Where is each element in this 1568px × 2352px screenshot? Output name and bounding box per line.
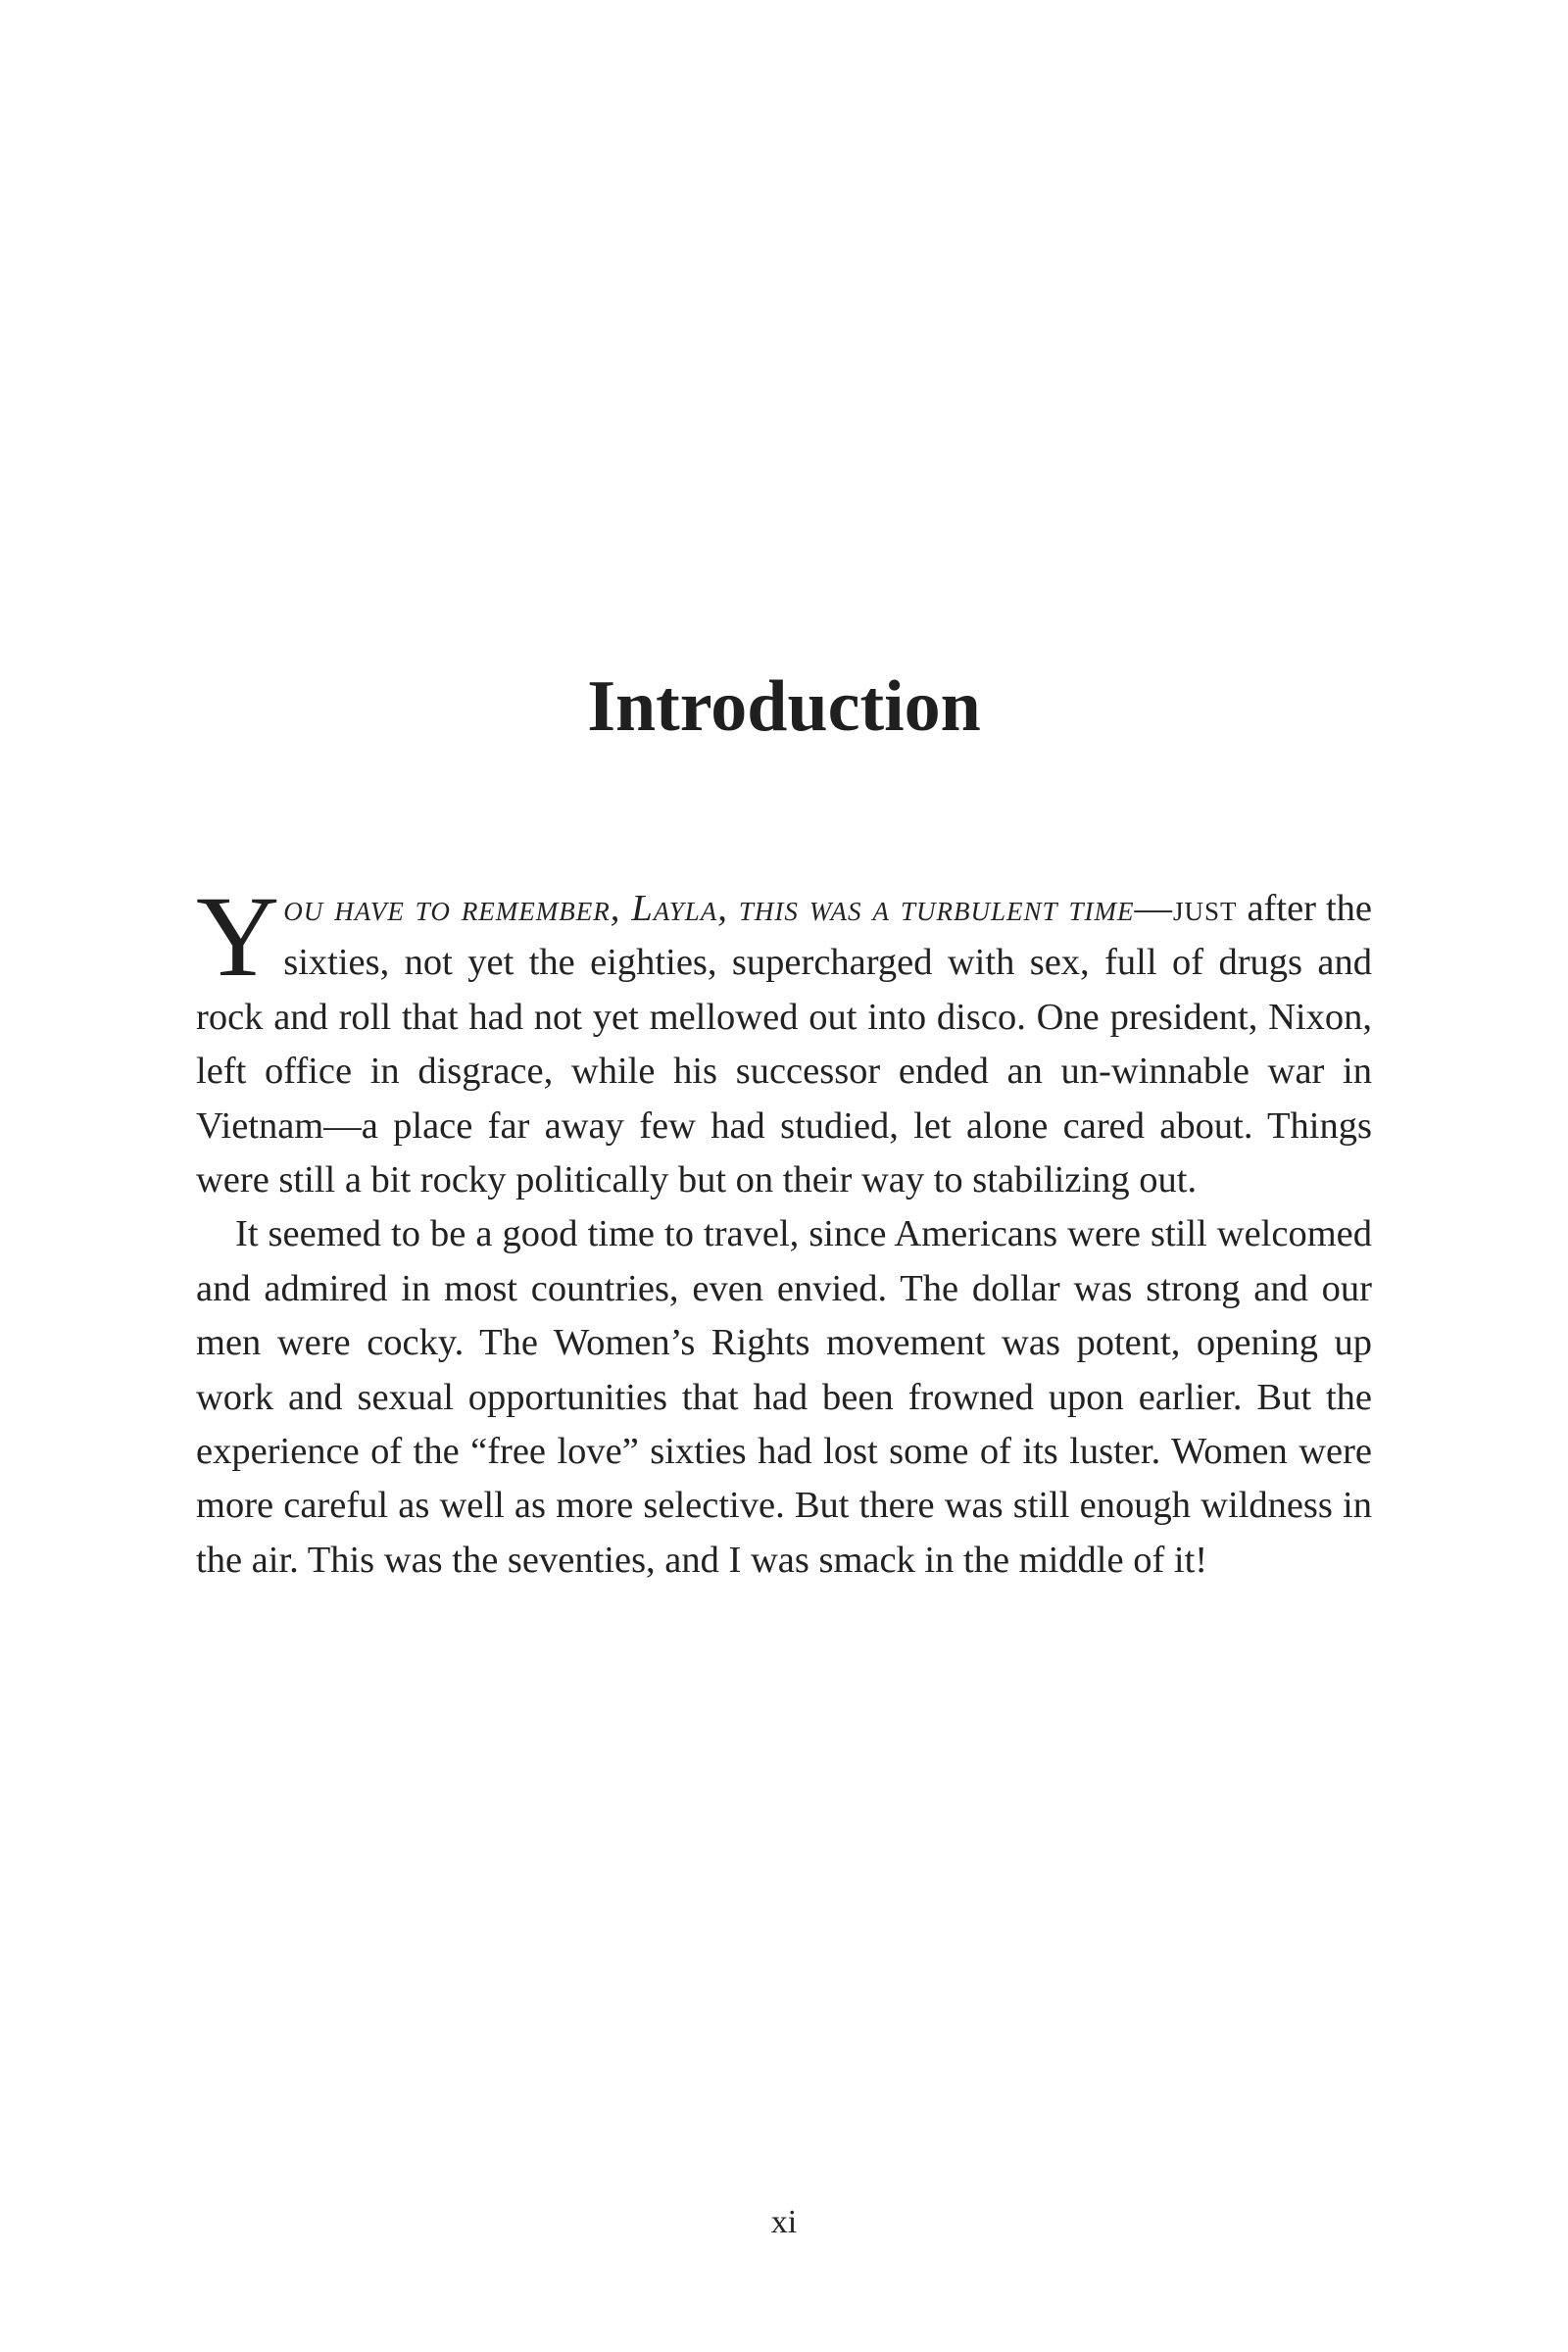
paragraph-2 (196, 1207, 1372, 1588)
body-text (196, 872, 1372, 1588)
paragraph-1-text: after the sixties, not yet the eighties, supercharged with sex, full of drugs and rock and roll that had not yet mellowed out into disco. One president, Nixon, left office in disgrace, while his successor ended an un-winnable war in Vietnam—a place far away few had studied, let alone cared about. Things were still a bit rocky politically but on their way to stabilizing out. (196, 888, 1372, 1201)
page-number: xi (770, 2204, 798, 2240)
paragraph-1 (196, 872, 1372, 1207)
lead-in-small-caps: ou have to remember, Layla, this was a turbulent time (283, 888, 1135, 929)
drop-cap: Y (196, 872, 280, 1001)
lead-in-tail: —just (1134, 888, 1238, 929)
chapter-title: Introduction (587, 666, 981, 747)
paragraph-2-text: It seemed to be a good time to travel, since Americans were still welcomed and admired in most countries, even envied. The dollar was strong and our men were cocky. The Women’s Rights movement was potent, opening up work and sexual opportunities that had been frowned upon earlier. But the experience of the “free love” sixties had lost some of its luster. Women were more careful as well as more selective. But there was still enough wildness in the air. This was the seventies, and I was smack in the middle of it! (196, 1213, 1372, 1581)
